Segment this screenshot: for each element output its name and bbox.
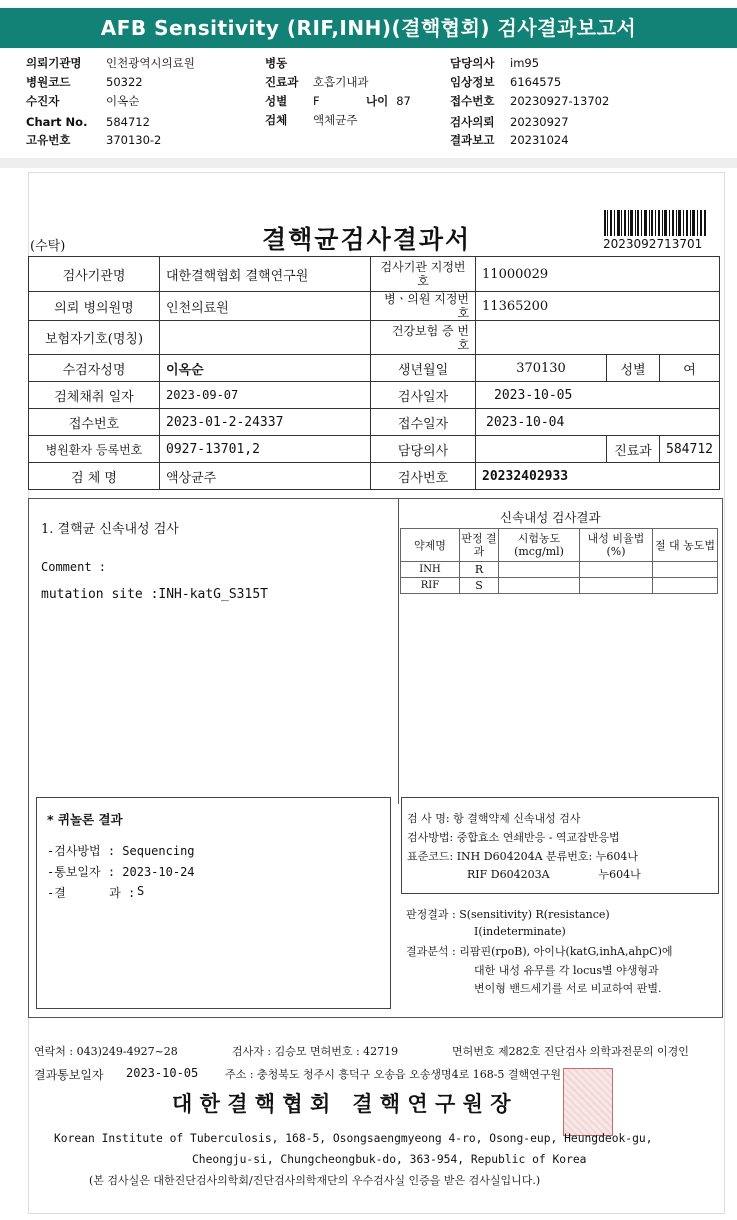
sex: 여: [660, 355, 720, 382]
info-key: 접수번호: [450, 94, 495, 108]
info-key: 검체: [265, 113, 288, 127]
collect-label: 검체채취 일자: [29, 382, 160, 409]
drug-name: INH: [401, 562, 460, 578]
specimen: 액상균주: [160, 463, 371, 490]
drug-result: R: [460, 562, 499, 578]
quinolone-result: S: [137, 884, 145, 898]
info-value: 이옥순: [106, 94, 140, 108]
method-line: RIF D604203A 누604나: [467, 868, 641, 881]
insured-label: 보험자기호(명칭): [29, 321, 160, 355]
judgement-line: 대한 내성 유무를 각 locus별 야생형과: [474, 964, 659, 977]
testdate-label: 검사일자: [371, 382, 476, 409]
info-row: [450, 73, 561, 92]
drug-absolute: [653, 578, 718, 594]
section-title: 1. 결핵균 신속내성 검사: [41, 522, 179, 537]
health-label: 건강보험 증 번 호: [371, 321, 476, 355]
info-value: 액체균주: [313, 113, 358, 127]
patient-label: 수검자성명: [29, 355, 160, 382]
drug-proportion: [580, 578, 653, 594]
info-key: 병동: [265, 56, 288, 70]
judgement-line: 판정결과 : S(sensitivity) R(resistance): [406, 908, 610, 921]
report-title-bar: [0, 8, 737, 48]
age-key: 나이: [366, 94, 389, 108]
info-row: [450, 131, 569, 150]
info-key: 결과보고: [450, 133, 495, 147]
patient-name: 이옥순: [160, 355, 371, 382]
info-row: [265, 54, 313, 73]
lab-code-label: 검사기관 지정번호: [371, 257, 476, 292]
col-absolute: 절 대 농도법: [653, 529, 718, 562]
test-date: 2023-10-05: [476, 382, 720, 409]
insured: [160, 321, 371, 355]
receipt-label: 접수번호: [29, 409, 160, 436]
document-heading: 결핵균검사결과서: [262, 225, 472, 254]
doctor: [476, 436, 607, 463]
lab-name-label: 검사기관명: [29, 257, 160, 292]
info-row: [265, 92, 320, 111]
specimen-label: 검 체 명: [29, 463, 160, 490]
info-value: 20231024: [510, 133, 569, 147]
lab-name: 대한결핵협회 결핵연구원: [160, 257, 371, 292]
method-line: 표준코드: INH D604204A 분류번호: 누604나: [407, 850, 638, 863]
judgement-line: 변이형 밴드세기를 서로 비교하여 판별.: [474, 982, 662, 995]
info-key: 수진자: [26, 94, 60, 108]
col-drug: 약제명: [401, 529, 460, 562]
address: 주소 : 충청북도 청주시 흥덕구 오송읍 오송생명4로 168-5 결핵연구원: [225, 1068, 562, 1081]
health: [476, 321, 720, 355]
info-key: 의뢰기관명: [26, 56, 82, 70]
info-row: [450, 92, 609, 111]
info-value: 인천광역시의료원: [106, 56, 195, 70]
reg-label: 병원환자 등록번호: [29, 436, 160, 463]
judgement-line: 결과분석 : 리팜핀(rpoB), 아이나(katG,inhA,ahpC)에: [406, 945, 673, 958]
info-row: [450, 54, 539, 73]
lab-code: 11000029: [476, 257, 720, 292]
notify-label: 결과통보일자: [34, 1068, 104, 1082]
license: 면허번호 제282호 진단검사 의학과전문의 이경인: [452, 1045, 689, 1058]
method-line: 검사방법: 중합효소 연쇄반응 - 역교잡반응법: [407, 831, 620, 844]
judgement-line: I(indeterminate): [474, 925, 566, 938]
tester: 검사자 : 김승모 면허번호 : 42719: [232, 1045, 399, 1058]
info-row: [26, 54, 195, 73]
col-concentration: 시험농도 (mcg/ml): [499, 529, 580, 562]
rapid-result-table: [400, 528, 718, 594]
info-row: [26, 131, 161, 150]
info-row: [265, 73, 369, 92]
info-key: 병원코드: [26, 75, 71, 89]
test-number: 20232402933: [476, 463, 720, 490]
info-key: 담당의사: [450, 56, 495, 70]
reg-number: 0927-13701,2: [160, 436, 371, 463]
method-line: 검 사 명: 항 결핵약제 신속내성 검사: [407, 812, 581, 825]
comment-label: Comment :: [41, 560, 107, 574]
org-name: 대 한 결 핵 협 회 결 핵 연 구 원 장: [172, 1091, 511, 1116]
barcode-number: 2023092713701: [603, 237, 703, 251]
rapid-title: 신속내성 검사결과: [500, 510, 601, 525]
dept-label: 진료과: [607, 436, 660, 463]
info-value: 6164575: [510, 75, 562, 89]
copy-label: (수탁): [30, 239, 66, 254]
info-value: im95: [510, 56, 540, 70]
doctor-label: 담당의사: [371, 436, 476, 463]
col-proportion: 내성 비율법(%): [580, 529, 653, 562]
testno-label: 검사번호: [371, 463, 476, 490]
results-divider: [398, 498, 399, 804]
dept: 584712: [660, 436, 720, 463]
receipt-number: 2023-01-2-24337: [160, 409, 371, 436]
info-value: 20230927-13702: [510, 94, 610, 108]
col-judgement: 판정 결과: [460, 529, 499, 562]
info-value: 20230927: [510, 115, 569, 129]
address-en-line1: Korean Institute of Tuberculosis, 168-5, Osongsaengmyeong 4-ro, Osong-eup, Heungdeok-gu,: [54, 1132, 653, 1145]
info-value: F: [313, 94, 320, 108]
patient-info-panel: [0, 52, 737, 152]
drug-name: RIF: [401, 578, 460, 594]
hosp-code-label: 병ㆍ의원 지정번호: [371, 292, 476, 321]
address-en-line2: Cheongju-si, Chungcheongbuk-do, 363-954, Republic of Korea: [192, 1153, 587, 1166]
header-table: [28, 256, 720, 490]
info-key: 성별: [265, 94, 288, 108]
info-row: [450, 113, 569, 132]
hospital: 인천의료원: [160, 292, 371, 321]
info-key: 임상정보: [450, 75, 495, 89]
info-row: [26, 113, 150, 132]
recvdate-label: 접수일자: [371, 409, 476, 436]
info-key: 검사의뢰: [450, 115, 495, 129]
drug-concentration: [499, 562, 580, 578]
hospital-label: 의뢰 병의원명: [29, 292, 160, 321]
drug-absolute: [653, 562, 718, 578]
quinolone-box: [36, 797, 391, 1009]
receive-date: 2023-10-04: [476, 409, 720, 436]
sex-label: 성별: [607, 355, 660, 382]
hosp-code: 11365200: [476, 292, 720, 321]
info-row: [26, 92, 139, 111]
method-box: [401, 797, 719, 894]
mutation-site: mutation site :INH-katG_S315T: [41, 587, 268, 602]
quinolone-method: -검사방법 : Sequencing: [47, 844, 195, 858]
quinolone-title: * 퀴놀론 결과: [47, 812, 123, 827]
quinolone-result-label: -결 과 :: [47, 886, 136, 900]
info-value: 370130-2: [106, 133, 162, 147]
age-value: 87: [396, 94, 411, 108]
collect-date: 2023-09-07: [160, 382, 371, 409]
info-row: [265, 111, 357, 130]
dob: 370130: [476, 355, 607, 382]
info-value: 50322: [106, 75, 143, 89]
info-value: 584712: [106, 115, 150, 129]
report-title: AFB Sensitivity (RIF,INH)(결핵협회) 검사결과보고서: [100, 16, 637, 40]
notify-date: 2023-10-05: [126, 1066, 199, 1080]
info-key: 진료과: [265, 75, 299, 89]
info-key: 고유번호: [26, 133, 71, 147]
barcode: [604, 210, 706, 236]
official-seal: [563, 1068, 613, 1136]
quinolone-date: -통보일자 : 2023-10-24: [47, 865, 195, 879]
drug-proportion: [580, 562, 653, 578]
contact: 연락처 : 043)249-4927~28: [34, 1045, 178, 1058]
certification: (본 검사실은 대한진단검사의학회/진단검사의학재단의 우수검사실 인증을 받은 검사실입니다.): [89, 1174, 541, 1187]
drug-concentration: [499, 578, 580, 594]
info-row: [366, 92, 411, 111]
section-separator: [0, 158, 737, 168]
info-key: Chart No.: [26, 115, 88, 129]
info-row: [26, 73, 143, 92]
dob-label: 생년월일: [371, 355, 476, 382]
drug-result: S: [460, 578, 499, 594]
info-value: 호흡기내과: [313, 75, 369, 89]
